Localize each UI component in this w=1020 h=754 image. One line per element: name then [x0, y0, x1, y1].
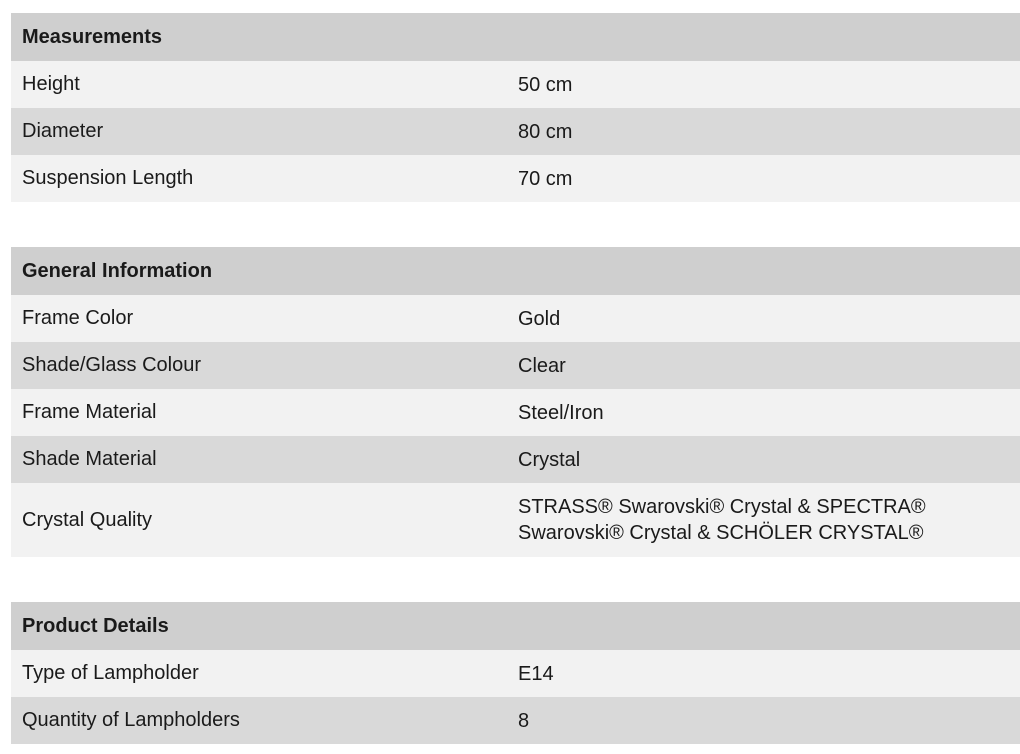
- general-information-table: [11, 247, 1020, 557]
- row-label: Type of Lampholder: [22, 662, 199, 684]
- table-row: [11, 650, 1020, 697]
- row-label: Suspension Length: [22, 167, 194, 189]
- table-row: [11, 697, 1020, 744]
- section-header-general-information: General Information: [11, 247, 1020, 295]
- row-value: STRASS® Swarovski® Crystal & SPECTRA® Swarovski® Crystal & SCHÖLER CRYSTAL®: [518, 496, 926, 544]
- table-row: [11, 483, 1020, 557]
- row-label: Diameter: [22, 120, 104, 142]
- row-value: Crystal: [518, 448, 581, 471]
- row-label: Height: [22, 73, 80, 95]
- section-header-measurements: Measurements: [11, 13, 1020, 61]
- row-label: Shade Material: [22, 448, 157, 470]
- table-row: [11, 155, 1020, 202]
- row-value: 70 cm: [518, 167, 573, 190]
- row-label: Quantity of Lampholders: [22, 709, 240, 731]
- table-row: [11, 295, 1020, 342]
- table-row: [11, 436, 1020, 483]
- row-label: Shade/Glass Colour: [22, 354, 201, 376]
- row-value: 8: [518, 709, 530, 732]
- product-details-table: [11, 602, 1020, 744]
- row-value: 50 cm: [518, 73, 573, 96]
- row-label: Frame Color: [22, 307, 134, 329]
- table-row: [11, 342, 1020, 389]
- table-row: [11, 61, 1020, 108]
- row-value: Clear: [518, 354, 566, 377]
- row-value: E14: [518, 662, 554, 685]
- section-header-product-details: Product Details: [11, 602, 1020, 650]
- table-row: [11, 108, 1020, 155]
- row-value: 80 cm: [518, 120, 573, 143]
- row-value: Steel/Iron: [518, 401, 604, 424]
- row-label: Frame Material: [22, 401, 157, 423]
- measurements-table: [11, 13, 1020, 202]
- row-label: Crystal Quality: [22, 508, 153, 531]
- row-value: Gold: [518, 307, 561, 330]
- table-row: [11, 389, 1020, 436]
